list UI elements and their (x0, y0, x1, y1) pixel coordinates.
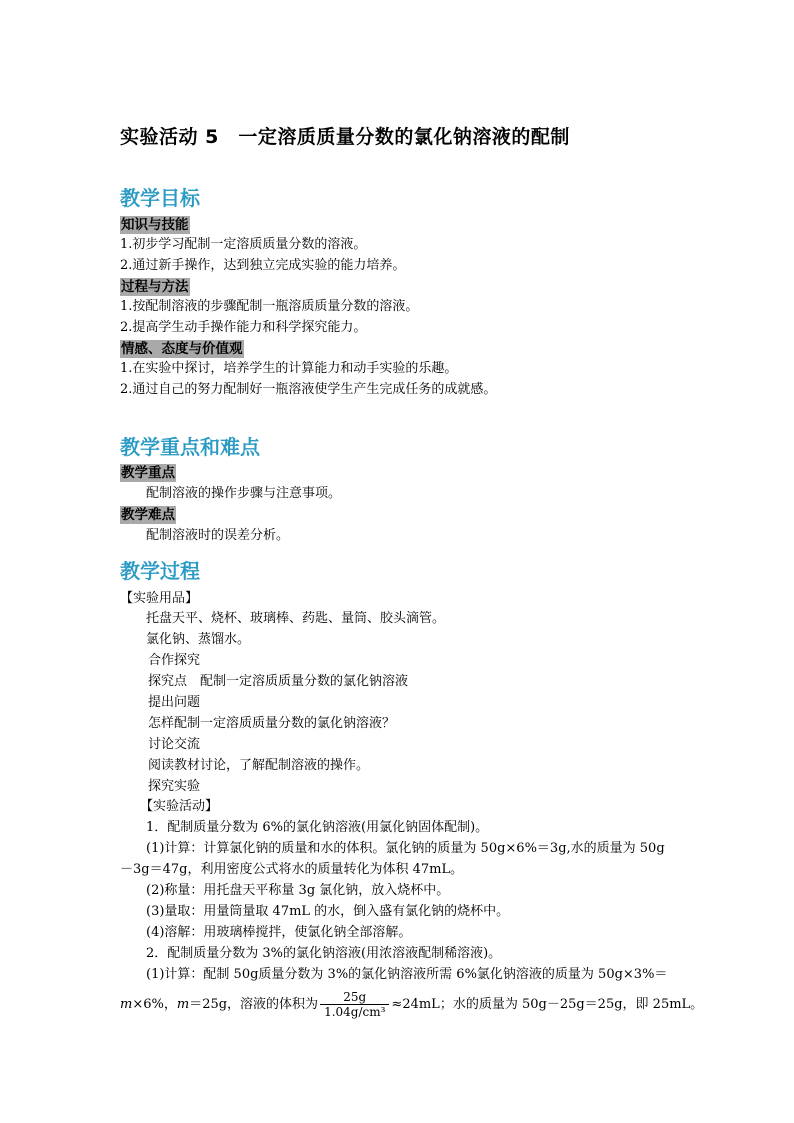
label-process-method: 过程与方法 (121, 279, 189, 295)
document-title: 实验活动 5 一定溶质质量分数的氯化钠溶液的配制 (120, 126, 570, 148)
process-line: (3)量取：用量筒量取 47mL 的水，倒入盛有氯化钠的烧杯中。 (146, 904, 510, 919)
process-line-formula (120, 990, 703, 1020)
formula-text: ≈24mL；水的质量为 50g－25g＝25g，即 25mL。 (391, 997, 704, 1012)
process-line: 怎样配制一定溶质质量分数的氯化钠溶液？ (148, 716, 396, 731)
process-line: 氯化钠、蒸馏水。 (146, 632, 251, 647)
fraction-numerator: 25g (320, 990, 389, 1005)
fraction (320, 990, 389, 1019)
section-heading-goals: 教学目标 (120, 186, 200, 210)
variable-m: m (176, 997, 190, 1012)
process-line: 【实验活动】 (140, 799, 219, 814)
process-line: (4)溶解：用玻璃棒搅拌，使氯化钠全部溶解。 (146, 925, 412, 940)
difficulty-text: 配制溶液时的误差分析。 (146, 528, 290, 543)
formula-text: ×6%， (132, 997, 177, 1012)
section-heading-process: 教学过程 (120, 559, 200, 583)
process-line: 讨论交流 (148, 737, 201, 752)
process-line: 【实验用品】 (120, 591, 199, 606)
goal-process-2: 2.提高学生动手操作能力和科学探究能力。 (120, 320, 367, 335)
label-key-point: 教学重点 (121, 465, 175, 481)
process-line: 托盘天平、烧杯、玻璃棒、药匙、量筒、胶头滴管。 (146, 611, 446, 626)
goal-emotion-2: 2.通过自己的努力配制好一瓶溶液使学生产生完成任务的成就感。 (120, 382, 497, 397)
process-line: 阅读教材讨论，了解配制溶液的操作。 (148, 758, 370, 773)
process-line: (1)计算：计算氯化钠的质量和水的体积。氯化钠的质量为 50g×6%＝3g,水的质量为 50g (146, 841, 665, 856)
process-line: －3g＝47g，利用密度公式将水的质量转化为体积 47mL。 (120, 862, 464, 877)
process-line: 探究点 配制一定溶质质量分数的氯化钠溶液 (148, 674, 409, 689)
label-knowledge-skills: 知识与技能 (121, 217, 189, 233)
process-line: 合作探究 (148, 653, 201, 668)
label-emotion-values: 情感、态度与价值观 (121, 341, 243, 357)
goal-knowledge-2: 2.通过新手操作，达到独立完成实验的能力培养。 (120, 258, 406, 273)
formula-text: ＝25g，溶液的体积为 (189, 997, 319, 1012)
process-line: 1．配制质量分数为 6%的氯化钠溶液(用氯化钠固体配制)。 (146, 820, 489, 835)
process-line: 提出问题 (148, 695, 201, 710)
section-heading-keypoints: 教学重点和难点 (120, 435, 260, 459)
label-difficulty: 教学难点 (121, 507, 175, 523)
process-line: (1)计算：配制 50g质量分数为 3%的氯化钠溶液所需 6%氯化钠溶液的质量为 50g×3%＝ (146, 967, 668, 982)
process-line: 2．配制质量分数为 3%的氯化钠溶液(用浓溶液配制稀溶液)。 (146, 946, 502, 961)
variable-m: m (120, 997, 133, 1012)
fraction-denominator: 1.04g/cm³ (324, 1005, 386, 1019)
process-line: (2)称量：用托盘天平称量 3g 氯化钠，放入烧杯中。 (146, 883, 450, 898)
goal-process-1: 1.按配制溶液的步骤配制一瓶溶质质量分数的溶液。 (120, 299, 419, 314)
process-line: 探究实验 (148, 779, 201, 794)
key-point-text: 配制溶液的操作步骤与注意事项。 (146, 486, 342, 501)
goal-emotion-1: 1.在实验中探讨，培养学生的计算能力和动手实验的乐趣。 (120, 361, 458, 376)
goal-knowledge-1: 1.初步学习配制一定溶质质量分数的溶液。 (120, 237, 367, 252)
